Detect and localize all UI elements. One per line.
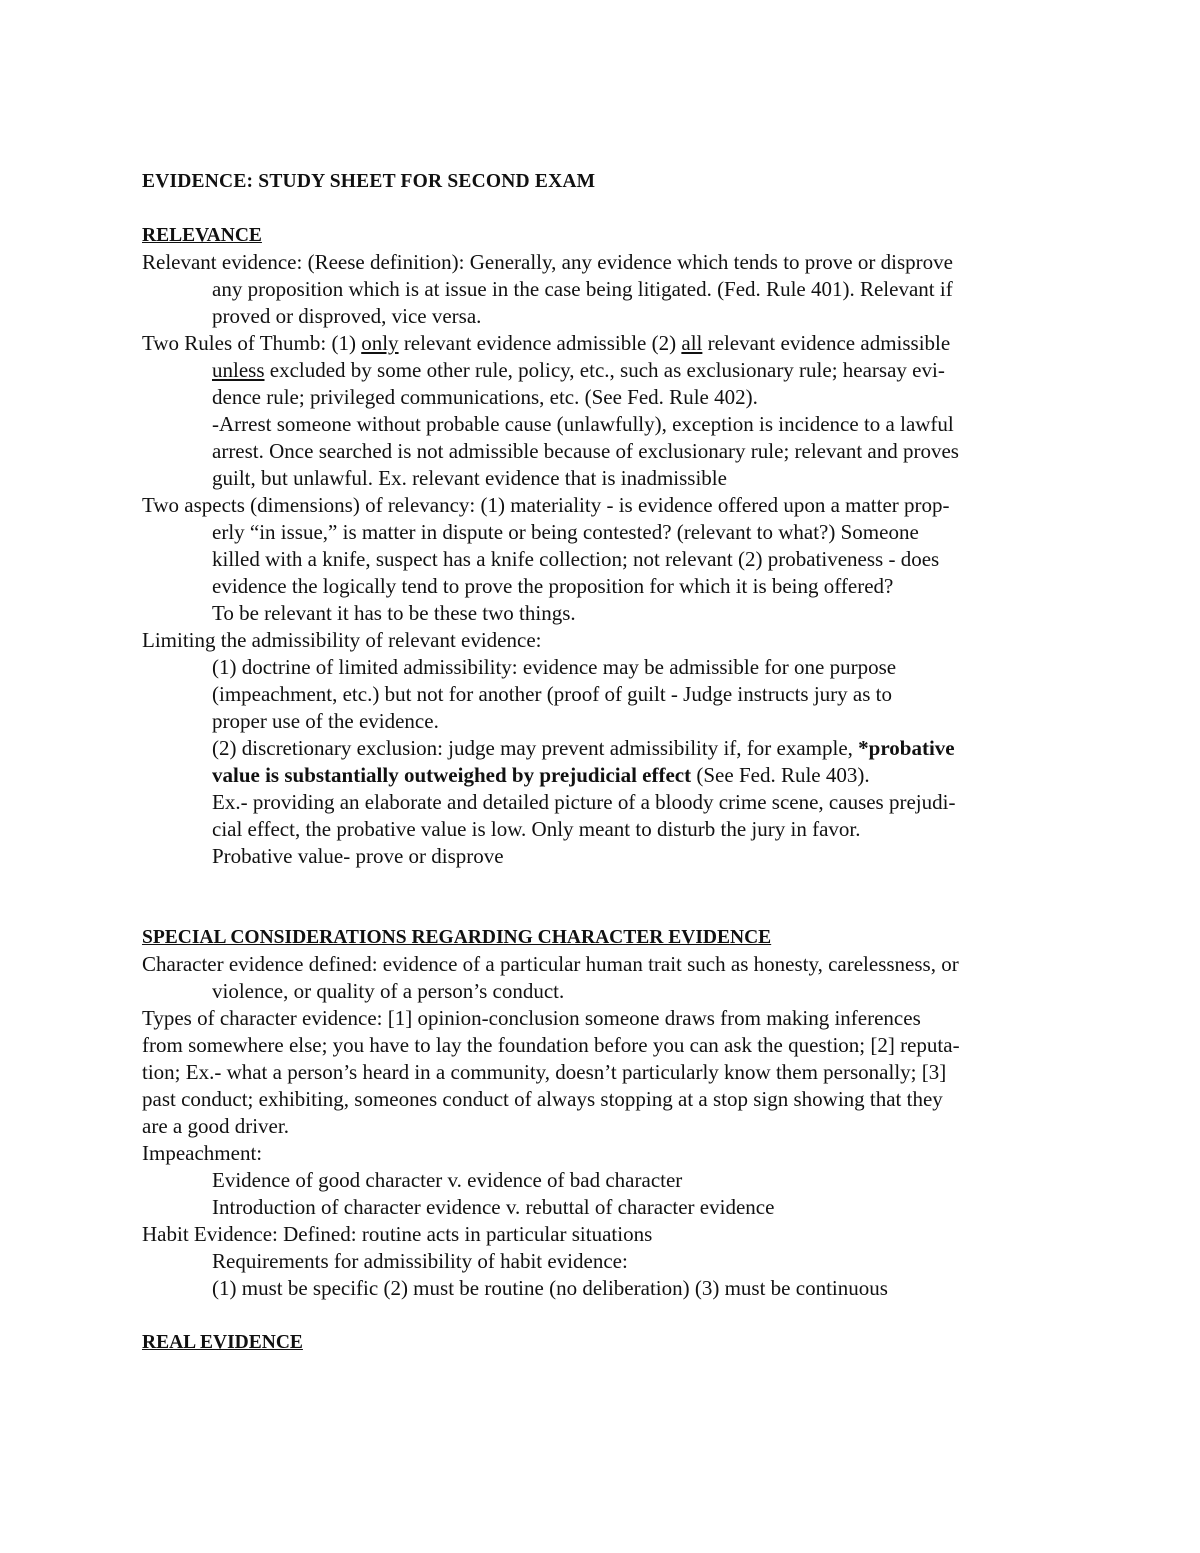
text-line: erly “in issue,” is matter in dispute or being contested? (relevant to what?) Someone bbox=[212, 520, 919, 544]
text-line bbox=[142, 762, 1062, 789]
text-line: any proposition which is at issue in the case being litigated. (Fed. Rule 401). Relevant if bbox=[212, 277, 953, 301]
spacer bbox=[142, 870, 1062, 924]
text-line: Ex.- providing an elaborate and detailed picture of a bloody crime scene, causes prejudi- bbox=[212, 790, 956, 814]
underlined-word: all bbox=[681, 331, 703, 355]
bold-run: *probative bbox=[858, 736, 955, 760]
text-line: Limiting the admissibility of relevant evidence: bbox=[142, 628, 542, 652]
text-line: evidence the logically tend to prove the proposition for which it is being offered? bbox=[212, 574, 894, 598]
text-line: tion; Ex.- what a person’s heard in a community, doesn’t particularly know them personally; [3] bbox=[142, 1060, 947, 1084]
text-line: -Arrest someone without probable cause (unlawfully), exception is incidence to a lawful bbox=[212, 412, 954, 436]
text-line: Probative value- prove or disprove bbox=[212, 844, 504, 868]
spacer bbox=[142, 1302, 1062, 1329]
section-heading-relevance: RELEVANCE bbox=[142, 225, 262, 246]
text-run: (2) discretionary exclusion: judge may prevent admissibility if, for example, bbox=[212, 736, 859, 760]
text-line: guilt, but unlawful. Ex. relevant evidence that is inadmissible bbox=[212, 466, 727, 490]
text-line: Impeachment: bbox=[142, 1141, 263, 1165]
text-line: Evidence of good character v. evidence of bad character bbox=[212, 1168, 683, 1192]
bold-run: value is substantially outweighed by prejudicial effect bbox=[212, 763, 692, 787]
text-line: (1) must be specific (2) must be routine (no deliberation) (3) must be continuous bbox=[212, 1276, 888, 1300]
text-line bbox=[142, 357, 1062, 384]
text-line: proved or disproved, vice versa. bbox=[212, 304, 482, 328]
section-heading-character-evidence: SPECIAL CONSIDERATIONS REGARDING CHARACTER EVIDENCE bbox=[142, 927, 772, 948]
text-line: To be relevant it has to be these two things. bbox=[212, 601, 576, 625]
text-line: Character evidence defined: evidence of a particular human trait such as honesty, carelessness, or bbox=[142, 952, 959, 976]
text-line: proper use of the evidence. bbox=[212, 709, 439, 733]
text-line bbox=[142, 330, 1062, 357]
text-line: killed with a knife, suspect has a knife collection; not relevant (2) probativeness - does bbox=[212, 547, 940, 571]
text-line bbox=[142, 735, 1062, 762]
section-character-evidence bbox=[142, 924, 1062, 1302]
text-run: (See Fed. Rule 403). bbox=[691, 763, 870, 787]
text-line: (1) doctrine of limited admissibility: evidence may be admissible for one purpose bbox=[212, 655, 897, 679]
text-line: are a good driver. bbox=[142, 1114, 289, 1138]
text-line: Types of character evidence: [1] opinion-conclusion someone draws from making inferences bbox=[142, 1006, 921, 1030]
text-run: Two Rules of Thumb: (1) bbox=[142, 331, 362, 355]
text-line: Two aspects (dimensions) of relevancy: (1) materiality - is evidence offered upon a matter prop- bbox=[142, 493, 950, 517]
section-heading-real-evidence: REAL EVIDENCE bbox=[142, 1332, 303, 1353]
text-line: dence rule; privileged communications, etc. (See Fed. Rule 402). bbox=[212, 385, 758, 409]
text-line: from somewhere else; you have to lay the foundation before you can ask the question; [2] reputa- bbox=[142, 1033, 960, 1057]
text-run: excluded by some other rule, policy, etc., such as exclusionary rule; hearsay evi- bbox=[264, 358, 945, 382]
text-line: Introduction of character evidence v. rebuttal of character evidence bbox=[212, 1195, 775, 1219]
text-line: Requirements for admissibility of habit evidence: bbox=[212, 1249, 628, 1273]
text-line: Relevant evidence: (Reese definition): Generally, any evidence which tends to prove or disprove bbox=[142, 250, 953, 274]
text-line: arrest. Once searched is not admissible because of exclusionary rule; relevant and proves bbox=[212, 439, 959, 463]
text-line: violence, or quality of a person’s conduct. bbox=[212, 979, 565, 1003]
text-run: relevant evidence admissible (2) bbox=[398, 331, 682, 355]
section-relevance bbox=[142, 222, 1062, 870]
spacer bbox=[142, 195, 1062, 222]
text-line: (impeachment, etc.) but not for another (proof of guilt - Judge instructs jury as to bbox=[212, 682, 892, 706]
document-title: EVIDENCE: STUDY SHEET FOR SECOND EXAM bbox=[142, 171, 596, 192]
underlined-word: only bbox=[361, 331, 399, 355]
text-line: Habit Evidence: Defined: routine acts in particular situations bbox=[142, 1222, 653, 1246]
text-line: cial effect, the probative value is low. Only meant to disturb the jury in favor. bbox=[212, 817, 861, 841]
text-run: relevant evidence admissible bbox=[702, 331, 951, 355]
underlined-word: unless bbox=[212, 358, 265, 382]
text-line: past conduct; exhibiting, someones conduct of always stopping at a stop sign showing that they bbox=[142, 1087, 943, 1111]
document-page bbox=[142, 168, 1062, 1356]
section-real-evidence bbox=[142, 1329, 1062, 1356]
